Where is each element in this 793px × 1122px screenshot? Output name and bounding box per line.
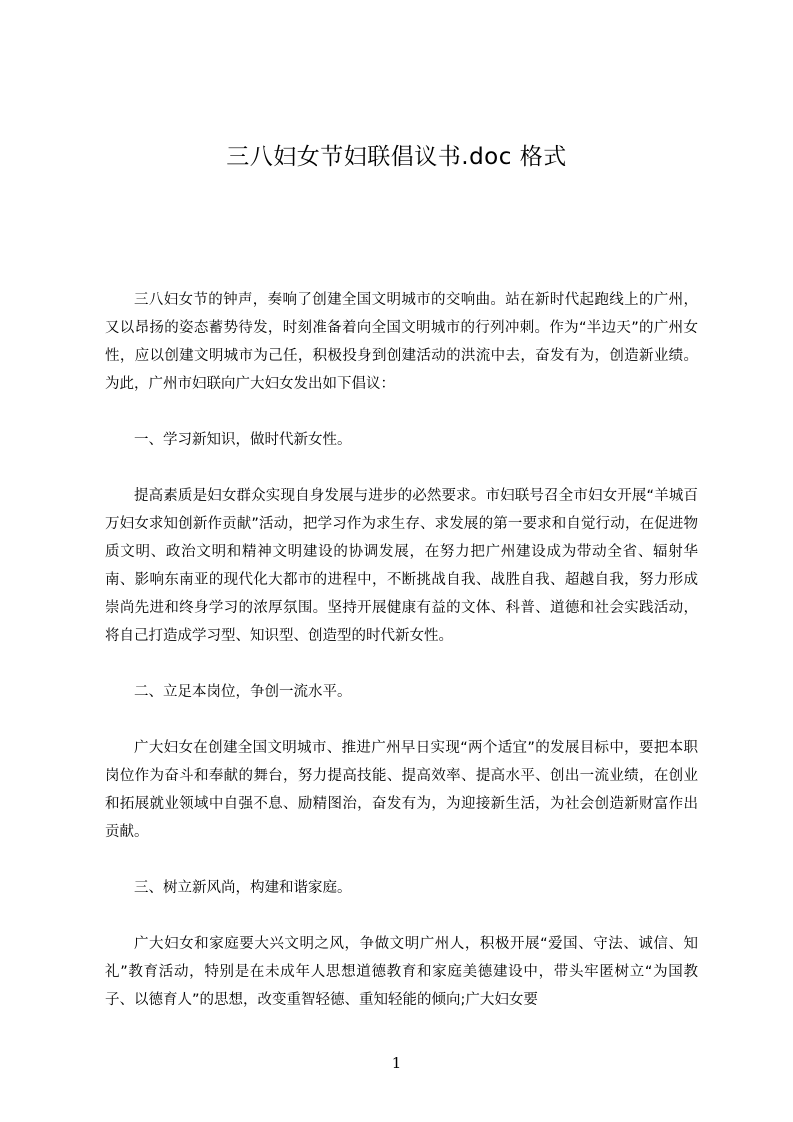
- document-title: 三八妇女节妇联倡议书.doc 格式: [226, 144, 567, 170]
- section-heading-2: 二、立足本岗位，争创一流水平。: [134, 684, 352, 700]
- document-body: [105, 286, 698, 1042]
- page-number: 1: [391, 1054, 402, 1072]
- section-paragraph-2: 广大妇女在创建全国文明城市、推进广州早日实现“两个适宜”的发展目标中，要把本职岗位作为奋斗和奉献的舞台，努力提高技能、提高效率、提高水平、创出一流业绩，在创业和拓展就业领域中自强不息、励精图治，奋发有为，为迎接新生活，为社会创造新财富作出贡献。: [105, 740, 698, 840]
- intro-paragraph: 三八妇女节的钟声，奏响了创建全国文明城市的交响曲。站在新时代起跑线上的广州，又以昂扬的姿态蓄势待发，时刻准备着向全国文明城市的行列冲刺。作为“半边天”的广州女性，应以创建文明城市为己任，积极投身到创建活动的洪流中去，奋发有为，创造新业绩。为此，广州市妇联向广大妇女发出如下倡议：: [105, 292, 698, 392]
- section-heading-3: 三、树立新风尚，构建和谐家庭。: [134, 880, 352, 896]
- section-paragraph-1: 提高素质是妇女群众实现自身发展与进步的必然要求。市妇联号召全市妇女开展“羊城百万妇女求知创新作贡献”活动，把学习作为求生存、求发展的第一要求和自觉行动，在促进物质文明、政治文明和精神文明建设的协调发展，在努力把广州建设成为带动全省、辐射华南、影响东南亚的现代化大都市的进程中，不断挑战自我、战胜自我、超越自我，努力形成崇尚先进和终身学习的浓厚氛围。坚持开展健康有益的文体、科普、道德和社会实践活动，将自己打造成学习型、知识型、创造型的时代新女性。: [105, 488, 698, 644]
- section-heading-1: 一、学习新知识，做时代新女性。: [134, 432, 352, 448]
- section-paragraph-3: 广大妇女和家庭要大兴文明之风，争做文明广州人，积极开展“爱国、守法、诚信、知礼”教育活动，特别是在未成年人思想道德教育和家庭美德建设中，带头牢匿树立“为国教子、以德育人”的思想，改变重智轻德、重知轻能的倾向;广大妇女要: [105, 936, 698, 1008]
